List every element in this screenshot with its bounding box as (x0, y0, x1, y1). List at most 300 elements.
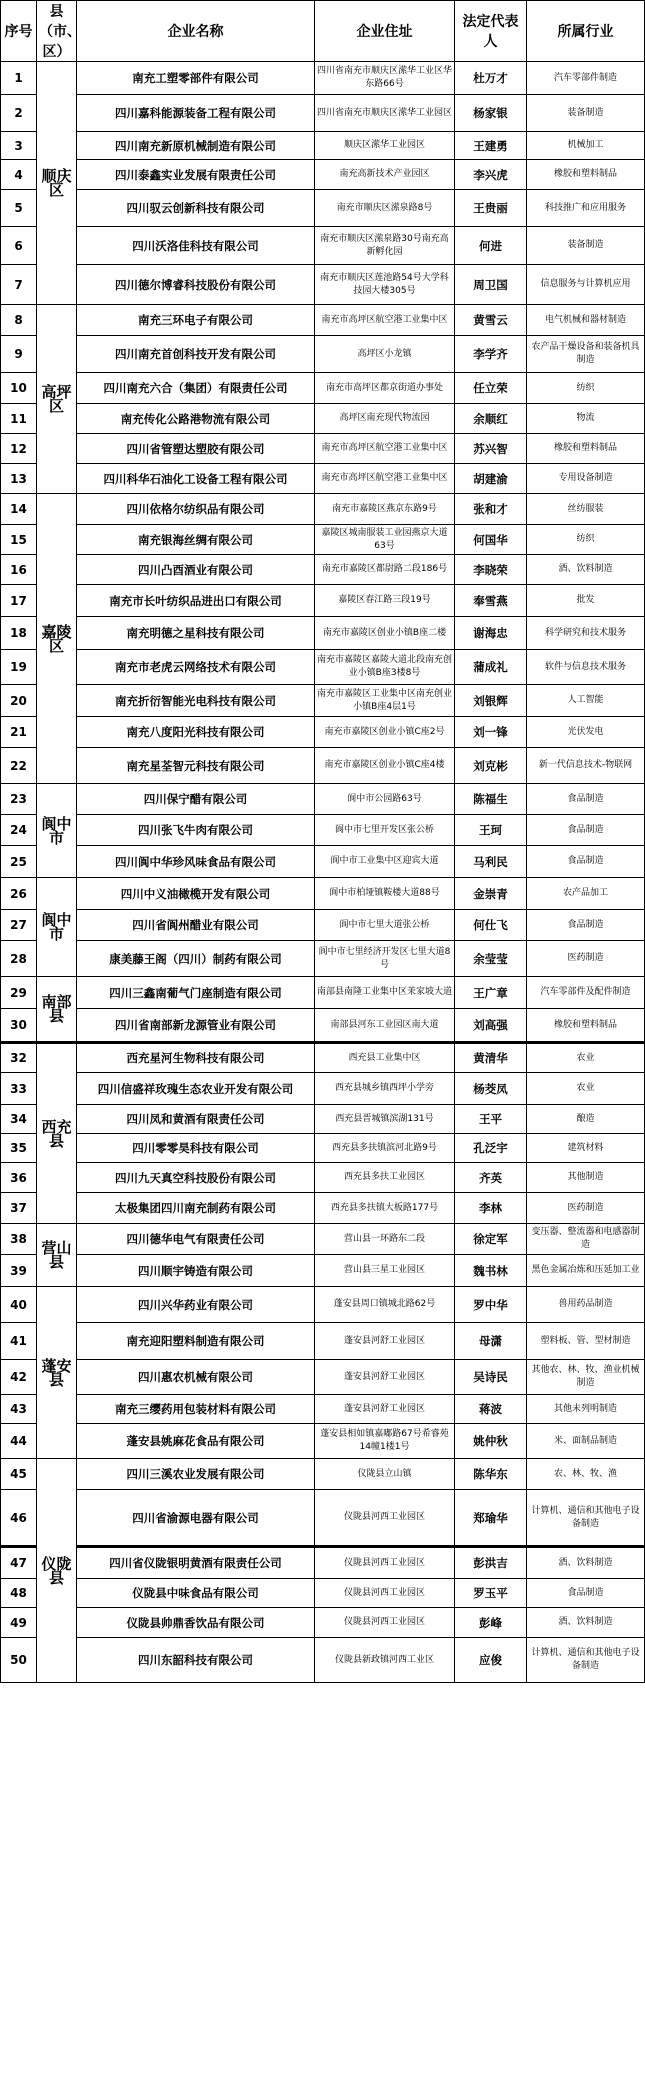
table-row (1, 1134, 645, 1163)
cell-legal-rep: 马利民 (455, 846, 527, 878)
cell-legal-rep: 何国华 (455, 525, 527, 555)
cell-address: 蓬安县河舒工业园区 (315, 1360, 455, 1395)
cell-company-name: 四川沃洛佳科技有限公司 (77, 227, 315, 265)
table-row (1, 265, 645, 305)
cell-no: 22 (1, 748, 37, 784)
cell-legal-rep: 王建勇 (455, 132, 527, 160)
cell-address: 南充市高坪区航空港工业集中区 (315, 305, 455, 336)
cell-no: 42 (1, 1360, 37, 1395)
cell-industry: 米、面制品制造 (527, 1424, 645, 1459)
cell-legal-rep: 母潇 (455, 1323, 527, 1360)
cell-no: 9 (1, 336, 37, 373)
table-row (1, 685, 645, 717)
cell-no: 24 (1, 815, 37, 846)
cell-address: 南充市高坪区都京街道办事处 (315, 373, 455, 404)
cell-no: 16 (1, 555, 37, 585)
table-row (1, 617, 645, 650)
table-row (1, 1105, 645, 1134)
cell-industry: 装备制造 (527, 95, 645, 132)
cell-address: 蓬安县相如镇嘉嘟路67号希睿苑14幢1楼1号 (315, 1424, 455, 1459)
cell-company-name: 康美藤王阁（四川）制药有限公司 (77, 941, 315, 977)
cell-county: 阆中市 (37, 784, 77, 878)
cell-address: 仪陇县河西工业园区 (315, 1579, 455, 1608)
cell-company-name: 仪陇县中味食品有限公司 (77, 1579, 315, 1608)
cell-address: 西充县多扶镇滨河北路9号 (315, 1134, 455, 1163)
cell-company-name: 南充明德之星科技有限公司 (77, 617, 315, 650)
cell-no: 6 (1, 227, 37, 265)
cell-no: 47 (1, 1547, 37, 1579)
table-row (1, 373, 645, 404)
cell-no: 10 (1, 373, 37, 404)
cell-legal-rep: 王平 (455, 1105, 527, 1134)
cell-industry: 酒、饮料制造 (527, 1547, 645, 1579)
table-row (1, 305, 645, 336)
cell-address: 仪陇县河西工业园区 (315, 1608, 455, 1638)
cell-address: 阆中市七里开发区张公桥 (315, 815, 455, 846)
cell-county: 西充县 (37, 1043, 77, 1224)
cell-address: 南充市嘉陵区创业小镇B座二楼 (315, 617, 455, 650)
cell-legal-rep: 李林 (455, 1193, 527, 1224)
cell-company-name: 四川省南部新龙源管业有限公司 (77, 1009, 315, 1043)
table-row (1, 1287, 645, 1323)
cell-no: 26 (1, 878, 37, 910)
cell-industry: 电气机械和器材制造 (527, 305, 645, 336)
cell-county: 顺庆区 (37, 62, 77, 305)
cell-county: 嘉陵区 (37, 494, 77, 784)
table-row (1, 1490, 645, 1547)
cell-company-name: 南充折衍智能光电科技有限公司 (77, 685, 315, 717)
cell-address: 南充市嘉陵区工业集中区南充创业小镇B座4层1号 (315, 685, 455, 717)
cell-no: 49 (1, 1608, 37, 1638)
cell-legal-rep: 彭峰 (455, 1608, 527, 1638)
table-row (1, 1009, 645, 1043)
cell-county: 仪陇县 (37, 1459, 77, 1683)
cell-no: 2 (1, 95, 37, 132)
header-address: 企业住址 (315, 1, 455, 62)
table-row (1, 190, 645, 227)
cell-no: 34 (1, 1105, 37, 1134)
cell-legal-rep: 陈福生 (455, 784, 527, 815)
table-row (1, 494, 645, 525)
cell-company-name: 仪陇县帅鼎香饮品有限公司 (77, 1608, 315, 1638)
cell-company-name: 四川凸酉酒业有限公司 (77, 555, 315, 585)
cell-legal-rep: 杜万才 (455, 62, 527, 95)
cell-industry: 人工智能 (527, 685, 645, 717)
cell-company-name: 南充星荃智元科技有限公司 (77, 748, 315, 784)
cell-company-name: 南充三环电子有限公司 (77, 305, 315, 336)
cell-no: 20 (1, 685, 37, 717)
table-row (1, 977, 645, 1009)
cell-address: 南充高新技术产业园区 (315, 160, 455, 190)
cell-legal-rep: 姚仲秋 (455, 1424, 527, 1459)
table-row (1, 1360, 645, 1395)
cell-industry: 建筑材料 (527, 1134, 645, 1163)
cell-industry: 纺织 (527, 373, 645, 404)
cell-legal-rep: 余莹莹 (455, 941, 527, 977)
cell-industry: 汽车零部件及配件制造 (527, 977, 645, 1009)
cell-company-name: 四川德华电气有限责任公司 (77, 1224, 315, 1255)
cell-no: 50 (1, 1638, 37, 1683)
cell-address: 南充市嘉陵区嘉陵大道北段南充创业小镇B座3楼8号 (315, 650, 455, 685)
table-row (1, 1424, 645, 1459)
cell-address: 营山县三星工业园区 (315, 1255, 455, 1287)
cell-legal-rep: 彭洪吉 (455, 1547, 527, 1579)
cell-company-name: 南充市长叶纺织品进出口有限公司 (77, 585, 315, 617)
cell-company-name: 四川三溪农业发展有限公司 (77, 1459, 315, 1490)
cell-industry: 橡胶和塑料制品 (527, 160, 645, 190)
cell-no: 18 (1, 617, 37, 650)
cell-address: 蓬安县周口镇城北路62号 (315, 1287, 455, 1323)
cell-industry: 机械加工 (527, 132, 645, 160)
cell-legal-rep: 黄清华 (455, 1043, 527, 1073)
cell-industry: 医药制造 (527, 1193, 645, 1224)
cell-industry: 食品制造 (527, 815, 645, 846)
cell-industry: 医药制造 (527, 941, 645, 977)
cell-company-name: 四川零零昊科技有限公司 (77, 1134, 315, 1163)
cell-county: 营山县 (37, 1224, 77, 1287)
cell-address: 顺庆区潆华工业园区 (315, 132, 455, 160)
cell-company-name: 四川驭云创新科技有限公司 (77, 190, 315, 227)
cell-address: 营山县一环路东二段 (315, 1224, 455, 1255)
cell-no: 13 (1, 464, 37, 494)
cell-address: 仪陇县新政镇河西工业区 (315, 1638, 455, 1683)
cell-industry: 其他制造 (527, 1163, 645, 1193)
cell-legal-rep: 罗玉平 (455, 1579, 527, 1608)
table-row (1, 1547, 645, 1579)
cell-company-name: 四川三鑫南葡气门座制造有限公司 (77, 977, 315, 1009)
cell-industry: 食品制造 (527, 784, 645, 815)
cell-no: 38 (1, 1224, 37, 1255)
table-row (1, 1579, 645, 1608)
cell-legal-rep: 何进 (455, 227, 527, 265)
cell-address: 阆中市柏垭镇鞍楼大道88号 (315, 878, 455, 910)
header-county: 县（市、区） (37, 1, 77, 62)
cell-company-name: 四川依格尔纺织品有限公司 (77, 494, 315, 525)
cell-address: 高坪区小龙镇 (315, 336, 455, 373)
cell-company-name: 四川德尔博睿科技股份有限公司 (77, 265, 315, 305)
cell-legal-rep: 金崇青 (455, 878, 527, 910)
cell-legal-rep: 郑瑜华 (455, 1490, 527, 1547)
cell-legal-rep: 王珂 (455, 815, 527, 846)
cell-no: 35 (1, 1134, 37, 1163)
cell-company-name: 四川南充新原机械制造有限公司 (77, 132, 315, 160)
cell-industry: 橡胶和塑料制品 (527, 434, 645, 464)
cell-no: 17 (1, 585, 37, 617)
cell-industry: 计算机、通信和其他电子设备制造 (527, 1490, 645, 1547)
cell-legal-rep: 齐英 (455, 1163, 527, 1193)
header-rep: 法定代表人 (455, 1, 527, 62)
cell-company-name: 四川张飞牛肉有限公司 (77, 815, 315, 846)
cell-address: 南充市嘉陵区燕京东路9号 (315, 494, 455, 525)
cell-industry: 批发 (527, 585, 645, 617)
cell-address: 西充县工业集中区 (315, 1043, 455, 1073)
table-row (1, 1608, 645, 1638)
cell-company-name: 四川科华石油化工设备工程有限公司 (77, 464, 315, 494)
cell-company-name: 南充八度阳光科技有限公司 (77, 717, 315, 748)
cell-no: 3 (1, 132, 37, 160)
header-no: 序号 (1, 1, 37, 62)
header-name: 企业名称 (77, 1, 315, 62)
cell-legal-rep: 刘克彬 (455, 748, 527, 784)
cell-company-name: 四川嘉科能源装备工程有限公司 (77, 95, 315, 132)
cell-industry: 装备制造 (527, 227, 645, 265)
cell-industry: 农业 (527, 1073, 645, 1105)
cell-address: 阆中市七里经济开发区七里大道8号 (315, 941, 455, 977)
table-row (1, 910, 645, 941)
table-row (1, 404, 645, 434)
table-row (1, 815, 645, 846)
cell-legal-rep: 苏兴智 (455, 434, 527, 464)
cell-address: 阆中市七里大道张公桥 (315, 910, 455, 941)
cell-industry: 纺织 (527, 525, 645, 555)
cell-address: 南充市顺庆区莲池路54号大学科技园大楼305号 (315, 265, 455, 305)
header-industry: 所属行业 (527, 1, 645, 62)
cell-no: 15 (1, 525, 37, 555)
table-row (1, 941, 645, 977)
cell-address: 西充县晋城镇滨湖131号 (315, 1105, 455, 1134)
cell-no: 12 (1, 434, 37, 464)
cell-legal-rep: 李晓荣 (455, 555, 527, 585)
cell-industry: 软件与信息技术服务 (527, 650, 645, 685)
cell-industry: 科学研究和技术服务 (527, 617, 645, 650)
cell-legal-rep: 任立荣 (455, 373, 527, 404)
cell-address: 蓬安县河舒工业园区 (315, 1323, 455, 1360)
cell-industry: 酿造 (527, 1105, 645, 1134)
cell-no: 39 (1, 1255, 37, 1287)
table-row (1, 1193, 645, 1224)
cell-county: 阆中市 (37, 878, 77, 977)
cell-industry: 酒、饮料制造 (527, 1608, 645, 1638)
cell-no: 33 (1, 1073, 37, 1105)
cell-no: 7 (1, 265, 37, 305)
cell-company-name: 四川南充六合（集团）有限责任公司 (77, 373, 315, 404)
table-row (1, 434, 645, 464)
cell-address: 南充市嘉陵区都尉路二段186号 (315, 555, 455, 585)
cell-company-name: 四川中义油橄榄开发有限公司 (77, 878, 315, 910)
cell-address: 四川省南充市顺庆区潆华工业区华东路66号 (315, 62, 455, 95)
cell-address: 西充县多扶工业园区 (315, 1163, 455, 1193)
cell-address: 仪陇县河西工业园区 (315, 1490, 455, 1547)
table-row (1, 846, 645, 878)
cell-company-name: 四川省仪陇银明黄酒有限责任公司 (77, 1547, 315, 1579)
cell-address: 南充市高坪区航空港工业集中区 (315, 434, 455, 464)
cell-no: 48 (1, 1579, 37, 1608)
table-row (1, 1323, 645, 1360)
cell-company-name: 四川泰鑫实业发展有限责任公司 (77, 160, 315, 190)
cell-legal-rep: 孔泛宇 (455, 1134, 527, 1163)
cell-legal-rep: 周卫国 (455, 265, 527, 305)
table-row (1, 1073, 645, 1105)
cell-address: 四川省南充市顺庆区潆华工业园区 (315, 95, 455, 132)
cell-legal-rep: 李兴虎 (455, 160, 527, 190)
cell-legal-rep: 蒋波 (455, 1395, 527, 1424)
cell-industry: 酒、饮料制造 (527, 555, 645, 585)
cell-company-name: 四川省渝源电器有限公司 (77, 1490, 315, 1547)
cell-no: 36 (1, 1163, 37, 1193)
cell-company-name: 太极集团四川南充制药有限公司 (77, 1193, 315, 1224)
table-row (1, 336, 645, 373)
cell-no: 28 (1, 941, 37, 977)
cell-address: 南部县南隆工业集中区茉家坡大道 (315, 977, 455, 1009)
cell-address: 南充市顺庆区潆泉路30号南充高新孵化园 (315, 227, 455, 265)
cell-no: 27 (1, 910, 37, 941)
cell-industry: 农产品干燥设备和装备机具制造 (527, 336, 645, 373)
cell-legal-rep: 吴诗民 (455, 1360, 527, 1395)
table-row (1, 1255, 645, 1287)
cell-no: 44 (1, 1424, 37, 1459)
cell-address: 仪陇县立山镇 (315, 1459, 455, 1490)
cell-industry: 农产品加工 (527, 878, 645, 910)
cell-address: 南充市高坪区航空港工业集中区 (315, 464, 455, 494)
cell-legal-rep: 胡建渝 (455, 464, 527, 494)
cell-no: 21 (1, 717, 37, 748)
cell-address: 阆中市公园路63号 (315, 784, 455, 815)
table-row (1, 1043, 645, 1073)
cell-company-name: 四川九天真空科技股份有限公司 (77, 1163, 315, 1193)
cell-company-name: 四川阆中华珍风味食品有限公司 (77, 846, 315, 878)
cell-legal-rep: 王广章 (455, 977, 527, 1009)
cell-company-name: 四川南充首创科技开发有限公司 (77, 336, 315, 373)
cell-no: 30 (1, 1009, 37, 1043)
cell-industry: 农业 (527, 1043, 645, 1073)
cell-legal-rep: 蒲成礼 (455, 650, 527, 685)
table-row (1, 878, 645, 910)
cell-company-name: 四川省管塑达塑胶有限公司 (77, 434, 315, 464)
cell-industry: 食品制造 (527, 1579, 645, 1608)
cell-legal-rep: 余顺红 (455, 404, 527, 434)
cell-company-name: 四川省阆州醋业有限公司 (77, 910, 315, 941)
table-row (1, 784, 645, 815)
cell-no: 37 (1, 1193, 37, 1224)
cell-address: 嘉陵区城南服装工业园燕京大道63号 (315, 525, 455, 555)
cell-no: 11 (1, 404, 37, 434)
table-row (1, 1638, 645, 1683)
cell-industry: 信息服务与计算机应用 (527, 265, 645, 305)
cell-no: 23 (1, 784, 37, 815)
cell-legal-rep: 张和才 (455, 494, 527, 525)
cell-no: 19 (1, 650, 37, 685)
table-row (1, 1224, 645, 1255)
cell-industry: 农、林、牧、渔 (527, 1459, 645, 1490)
table-row (1, 132, 645, 160)
cell-legal-rep: 王贵丽 (455, 190, 527, 227)
table-row (1, 160, 645, 190)
cell-county: 蓬安县 (37, 1287, 77, 1459)
cell-county: 高坪区 (37, 305, 77, 494)
cell-no: 14 (1, 494, 37, 525)
cell-no: 29 (1, 977, 37, 1009)
cell-company-name: 四川顺宇铸造有限公司 (77, 1255, 315, 1287)
cell-legal-rep: 谢海忠 (455, 617, 527, 650)
table-row (1, 1395, 645, 1424)
cell-address: 南部县河东工业园区南大道 (315, 1009, 455, 1043)
cell-industry: 汽车零部件制造 (527, 62, 645, 95)
cell-address: 阆中市工业集中区迎宾大道 (315, 846, 455, 878)
cell-company-name: 四川东韶科技有限公司 (77, 1638, 315, 1683)
cell-industry: 黑色金属冶炼和压延加工业 (527, 1255, 645, 1287)
cell-legal-rep: 刘一锋 (455, 717, 527, 748)
table-row (1, 585, 645, 617)
cell-address: 仪陇县河西工业园区 (315, 1547, 455, 1579)
cell-industry: 其他未列明制造 (527, 1395, 645, 1424)
cell-no: 4 (1, 160, 37, 190)
cell-legal-rep: 应俊 (455, 1638, 527, 1683)
table-row (1, 650, 645, 685)
cell-address: 西充县城乡镇西坪小学旁 (315, 1073, 455, 1105)
cell-industry: 新一代信息技术-物联网 (527, 748, 645, 784)
cell-company-name: 西充星河生物科技有限公司 (77, 1043, 315, 1073)
cell-legal-rep: 何仕飞 (455, 910, 527, 941)
cell-industry: 计算机、通信和其他电子设备制造 (527, 1638, 645, 1683)
cell-company-name: 四川信盛祥玫瑰生态农业开发有限公司 (77, 1073, 315, 1105)
cell-industry: 丝纺服装 (527, 494, 645, 525)
cell-industry: 兽用药品制造 (527, 1287, 645, 1323)
cell-industry: 物流 (527, 404, 645, 434)
table-row (1, 1163, 645, 1193)
table-row (1, 555, 645, 585)
cell-industry: 专用设备制造 (527, 464, 645, 494)
cell-industry: 科技推广和应用服务 (527, 190, 645, 227)
cell-address: 高坪区南充现代物流园 (315, 404, 455, 434)
cell-no: 41 (1, 1323, 37, 1360)
cell-company-name: 南充市老虎云网络技术有限公司 (77, 650, 315, 685)
cell-company-name: 南充工塑零部件有限公司 (77, 62, 315, 95)
cell-company-name: 南充银海丝绸有限公司 (77, 525, 315, 555)
cell-industry: 塑料板、管、型材制造 (527, 1323, 645, 1360)
cell-industry: 其他农、林、牧、渔业机械制造 (527, 1360, 645, 1395)
table-row (1, 748, 645, 784)
cell-legal-rep: 奉雪燕 (455, 585, 527, 617)
cell-no: 46 (1, 1490, 37, 1547)
table-row (1, 717, 645, 748)
cell-no: 25 (1, 846, 37, 878)
cell-legal-rep: 黄雪云 (455, 305, 527, 336)
cell-no: 40 (1, 1287, 37, 1323)
table-row (1, 1459, 645, 1490)
cell-industry: 橡胶和塑料制品 (527, 1009, 645, 1043)
table-row (1, 95, 645, 132)
table-row (1, 62, 645, 95)
cell-no: 43 (1, 1395, 37, 1424)
cell-industry: 食品制造 (527, 846, 645, 878)
cell-address: 嘉陵区春江路三段19号 (315, 585, 455, 617)
cell-no: 1 (1, 62, 37, 95)
table-row (1, 525, 645, 555)
cell-legal-rep: 李学齐 (455, 336, 527, 373)
cell-legal-rep: 魏书林 (455, 1255, 527, 1287)
table-row (1, 227, 645, 265)
cell-company-name: 四川兴华药业有限公司 (77, 1287, 315, 1323)
cell-industry: 食品制造 (527, 910, 645, 941)
cell-no: 5 (1, 190, 37, 227)
cell-legal-rep: 罗中华 (455, 1287, 527, 1323)
cell-industry: 光伏发电 (527, 717, 645, 748)
header-row (1, 1, 645, 62)
cell-company-name: 蓬安县姚麻花食品有限公司 (77, 1424, 315, 1459)
cell-no: 8 (1, 305, 37, 336)
cell-address: 南充市嘉陵区创业小镇C座2号 (315, 717, 455, 748)
cell-legal-rep: 刘高强 (455, 1009, 527, 1043)
cell-address: 南充市顺庆区潆泉路8号 (315, 190, 455, 227)
cell-legal-rep: 杨茭凤 (455, 1073, 527, 1105)
table-row (1, 464, 645, 494)
cell-company-name: 南充迎阳塑料制造有限公司 (77, 1323, 315, 1360)
cell-company-name: 四川凤和黄酒有限责任公司 (77, 1105, 315, 1134)
cell-county: 南部县 (37, 977, 77, 1043)
cell-company-name: 四川保宁醋有限公司 (77, 784, 315, 815)
cell-company-name: 南充传化公路港物流有限公司 (77, 404, 315, 434)
cell-legal-rep: 陈华东 (455, 1459, 527, 1490)
